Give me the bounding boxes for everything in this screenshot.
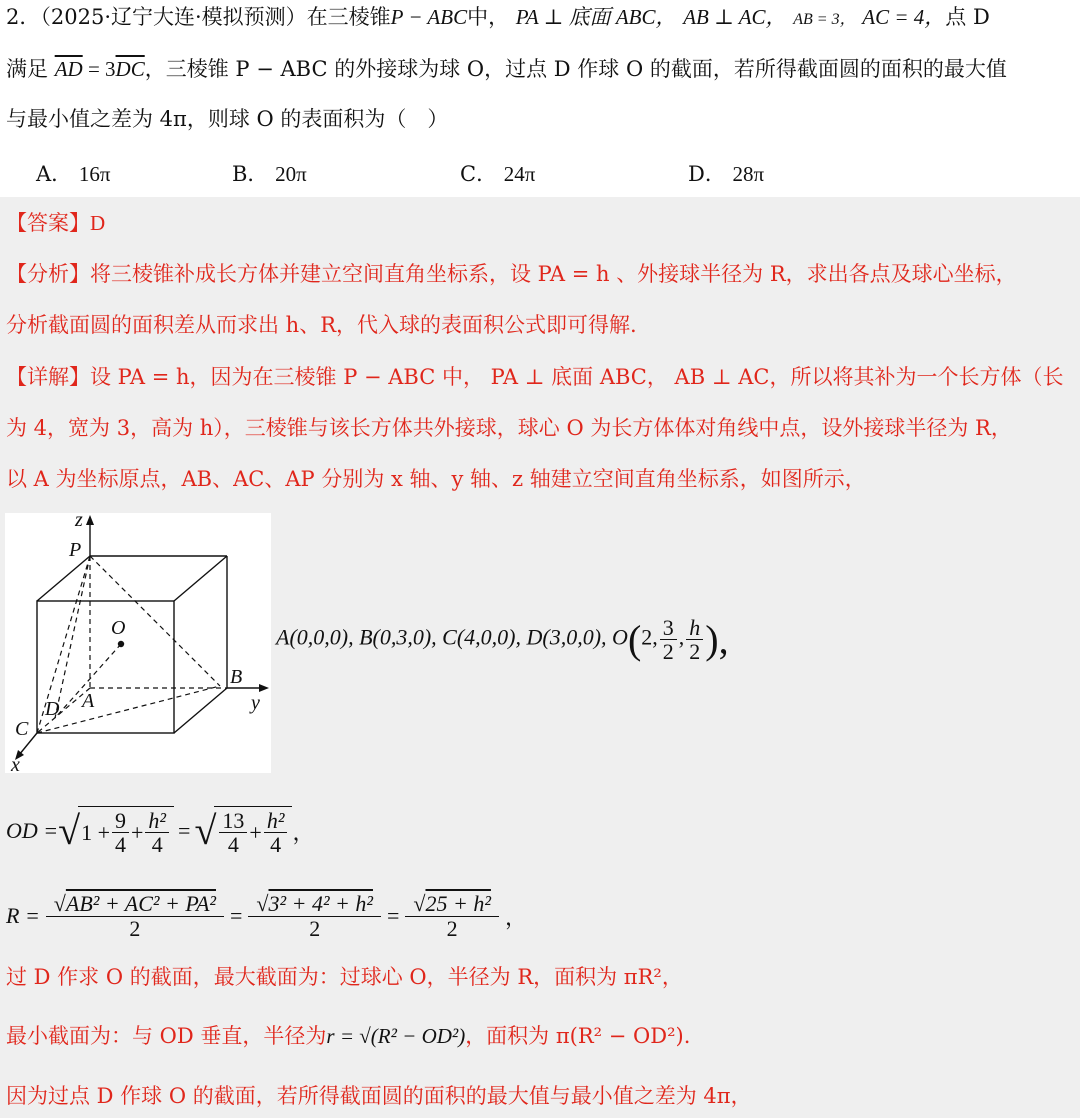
cuboid-figure (5, 513, 271, 773)
analysis-line-2 (6, 310, 637, 340)
label-d: D (45, 698, 60, 720)
option-a[interactable]: A． 16π (36, 162, 111, 186)
question-text: 中， (467, 5, 510, 29)
option-d[interactable]: D． 28π (688, 162, 765, 186)
question-text: 在三棱锥 (306, 5, 391, 29)
label-c: C (15, 718, 29, 740)
r-equation: R = $\frac{\text{√AB² + AC² + PA²}}{2}$ = $\frac{\text{√3² + 4² + h²}}{2}$ = $\frac{\text{√25 + h²}}{2}$ ， (6, 891, 527, 941)
label-o: O (111, 617, 126, 639)
o-x: 2, (641, 624, 658, 650)
o-y-frac: $\frac{3}{2}$ (660, 616, 677, 663)
center-o-dot (118, 641, 124, 647)
question-line-2 (6, 54, 1007, 84)
od-label: OD = (6, 818, 59, 843)
detail-line-3 (6, 464, 866, 494)
detail-text: 以 A 为坐标原点，AB、AC、AP 分别为 x 轴、y 轴、z 轴建立空间直角坐标系，如图所示， (6, 467, 866, 491)
detail-text: ，面积为 π(R² − OD²). (465, 1024, 691, 1048)
detail-tag: 【详解】 (6, 365, 90, 389)
question-number: 2． (6, 5, 41, 29)
coords-text: A(0,0,0), B(0,3,0), C(4,0,0), D(3,0,0), O (276, 624, 628, 650)
condition: AB = 3， (793, 11, 856, 28)
detail-text: 因为过点 D 作球 O 的截面，若所得截面圆的面积的最大值与最小值之差为 4π， (6, 1084, 752, 1108)
o-z-frac: $\frac{h}{2}$ (686, 616, 703, 663)
max-section-line (6, 962, 683, 992)
question-text: 点 D (945, 5, 990, 29)
r-label: R = (6, 903, 40, 928)
detail-text: 过 D 作求 O 的截面，最大截面为：过球心 O，半径为 R，面积为 πR²， (6, 965, 683, 989)
question-text: = 3 (82, 57, 116, 81)
answer-tag: 【答案】 (6, 211, 90, 235)
condition: PA ⊥ 底面 ABC， (515, 5, 677, 29)
question-text: 满足 (6, 57, 48, 81)
detail-line-2 (6, 413, 1012, 443)
vector-dc: $\overline{DC}$ (115, 57, 145, 81)
question-line-1 (6, 2, 990, 35)
detail-text: 为 4，宽为 3，高为 h），三棱锥与该长方体共外接球，球心 O 为长方体体对角线中点，设外接球半径为 R， (6, 416, 1012, 440)
label-z: z (75, 513, 83, 531)
last-line (6, 1081, 752, 1111)
coordinates-line: A(0,0,0), B(0,3,0), C(4,0,0), D(3,0,0), O(2, $\frac{3}{2}$ , $\frac{h}{2}$ ), (276, 615, 729, 665)
cuboid-diagram (5, 513, 271, 773)
min-section-line (6, 1021, 690, 1051)
label-y: y (251, 692, 260, 714)
analysis-text: 将三棱锥补成长方体并建立空间直角坐标系，设 PA = h 、外接球半径为 R，求出各点及球心坐标， (90, 262, 1017, 286)
analysis-tag: 【分析】 (6, 262, 90, 286)
answer-value: D (90, 211, 106, 235)
option-c[interactable]: C． 24π (460, 162, 536, 186)
question-source: （2025·辽宁大连·模拟预测） (40, 5, 307, 29)
question-text: ，三棱锥 P − ABC 的外接球为球 O，过点 D 作球 O 的截面，若所得截面圆的面积的最大值 (144, 57, 1007, 81)
label-a: A (82, 690, 95, 712)
analysis-line-1 (6, 259, 1017, 289)
label-b: B (230, 666, 243, 688)
detail-line-1 (6, 362, 1063, 392)
option-b[interactable]: B． 20π (232, 162, 307, 186)
condition: AC = 4， (862, 5, 946, 29)
od-equation: OD = √ 1 + $\frac{9}{4}$ + $\frac{\text{h²}}{4}$ = √ $\frac{13}{4}$ + $\frac{\text{h²}}{4}$ ， (6, 807, 315, 857)
vector-ad: $\overline{AD}$ (54, 57, 83, 81)
label-x: x (11, 754, 20, 773)
detail-text: 设 PA = h，因为在三棱锥 P − ABC 中， PA ⊥ 底面 ABC， AB ⊥ AC，所以将其补为一个长方体（长 (90, 365, 1064, 389)
question-text: 与最小值之差为 4π，则球 O 的表面积为（ ） (6, 107, 449, 131)
question-line-3 (6, 104, 448, 134)
detail-text: 最小截面为：与 OD 垂直，半径为 (6, 1024, 327, 1048)
condition: AB ⊥ AC， (683, 5, 787, 29)
coords-end: ), (705, 617, 729, 663)
min-radius: r = √(R² − OD²) (326, 1024, 466, 1048)
tetra-name: P − ABC (390, 5, 468, 29)
label-p: P (69, 539, 82, 561)
answer-line (6, 208, 105, 238)
analysis-text: 分析截面圆的面积差从而求出 h、R，代入球的表面积公式即可得解. (6, 313, 637, 337)
